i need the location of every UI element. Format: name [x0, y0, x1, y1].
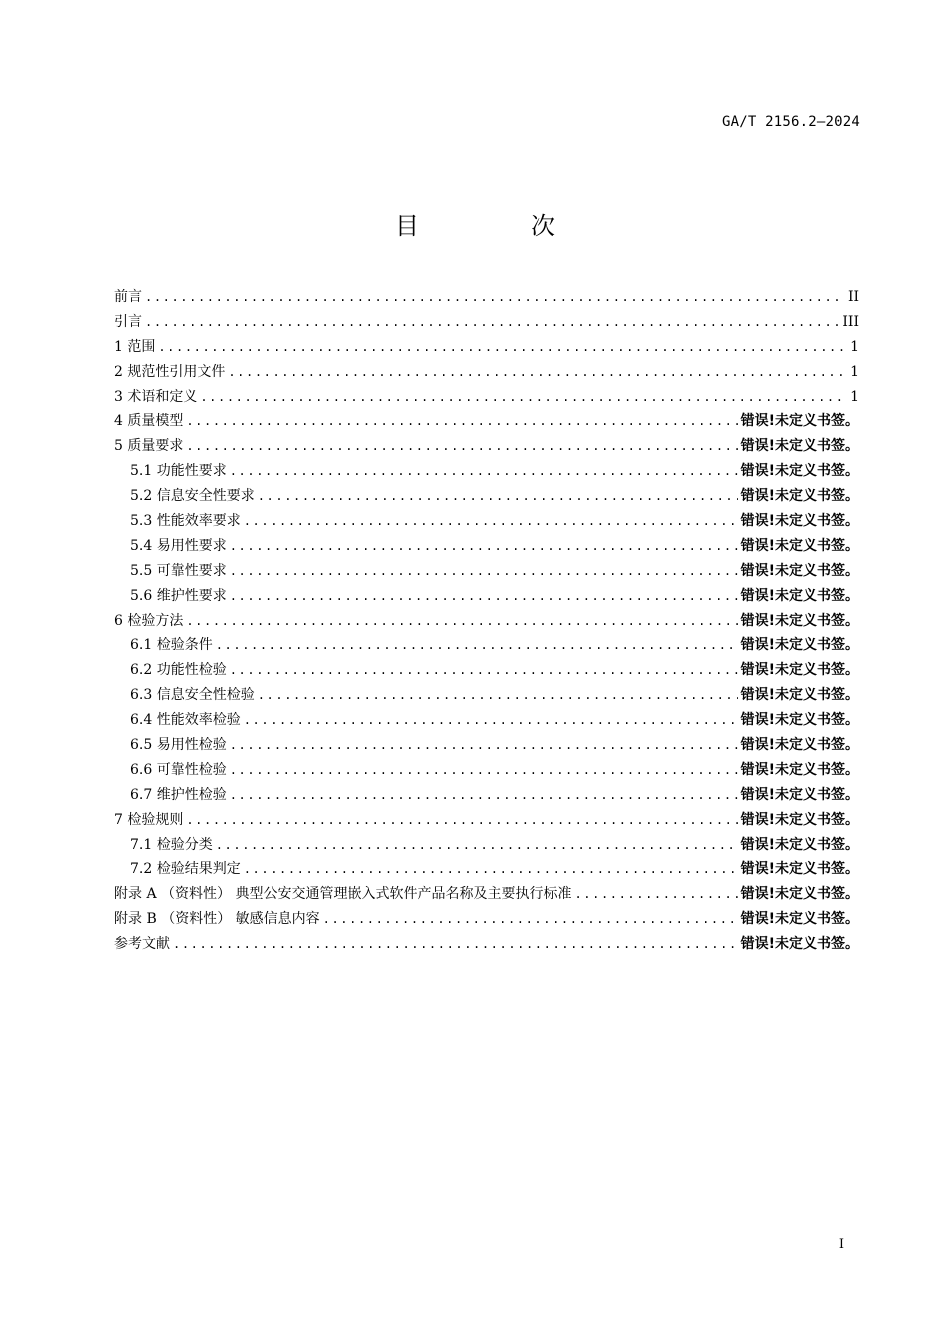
toc-entry-label: 2 规范性引用文件 — [114, 363, 226, 380]
toc-entry-label: 7 检验规则 — [114, 811, 184, 828]
toc-entry[interactable] — [114, 460, 859, 485]
toc-entry-label: 附录 A （资料性） 典型公安交通管理嵌入式软件产品名称及主要执行标准 — [114, 886, 572, 903]
toc-entry[interactable] — [114, 684, 859, 709]
toc-entry-label: 3 术语和定义 — [114, 388, 198, 405]
toc-entry-page: 错误!未定义书签。 — [740, 488, 859, 505]
toc-leader-dots — [145, 290, 845, 304]
toc-entry[interactable] — [114, 361, 859, 386]
toc-leader-dots — [230, 738, 738, 752]
toc-entry-label: 6.3 信息安全性检验 — [130, 687, 255, 704]
toc-leader-dots — [145, 315, 839, 329]
toc-entry-page: 错误!未定义书签。 — [740, 811, 859, 828]
toc-entry-page: 错误!未定义书签。 — [740, 737, 859, 754]
toc-entry[interactable] — [114, 386, 859, 411]
toc-entry-page: 错误!未定义书签。 — [740, 438, 859, 455]
toc-entry-page: 错误!未定义书签。 — [740, 761, 859, 778]
toc-leader-dots — [186, 614, 737, 628]
toc-entry[interactable] — [114, 585, 859, 610]
toc-entry[interactable] — [114, 858, 859, 883]
toc-leader-dots — [244, 862, 738, 876]
toc-entry-page: 错误!未定义书签。 — [740, 936, 859, 953]
toc-entry[interactable] — [114, 784, 859, 809]
toc-leader-dots — [186, 414, 737, 428]
toc-entry-label: 5.2 信息安全性要求 — [130, 488, 255, 505]
toc-entry-label: 附录 B （资料性） 敏感信息内容 — [114, 911, 320, 928]
toc-leader-dots — [230, 539, 738, 553]
toc-leader-dots — [186, 813, 737, 827]
toc-entry-page: 错误!未定义书签。 — [740, 662, 859, 679]
toc-entry-label: 4 质量模型 — [114, 413, 184, 430]
toc-leader-dots — [228, 365, 847, 379]
toc-leader-dots — [216, 838, 738, 852]
toc-entry-page: 错误!未定义书签。 — [740, 911, 859, 928]
toc-entry[interactable] — [114, 659, 859, 684]
toc-entry-label: 6 检验方法 — [114, 612, 184, 629]
toc-leader-dots — [230, 788, 738, 802]
toc-entry[interactable] — [114, 410, 859, 435]
toc-entry-page: 错误!未定义书签。 — [740, 712, 859, 729]
toc-entry[interactable] — [114, 435, 859, 460]
toc-leader-dots — [574, 887, 737, 901]
footer-page-number: I — [838, 1237, 844, 1252]
standard-code: GA/T 2156.2—2024 — [721, 114, 860, 130]
toc-entry-page: 错误!未定义书签。 — [740, 587, 859, 604]
toc-entry-label: 6.5 易用性检验 — [130, 737, 227, 754]
toc-entry[interactable] — [114, 734, 859, 759]
toc-entry-label: 5.3 性能效率要求 — [130, 513, 241, 530]
toc-entry-page: 错误!未定义书签。 — [740, 637, 859, 654]
toc-entry[interactable] — [114, 883, 859, 908]
toc-entry[interactable] — [114, 336, 859, 361]
toc-leader-dots — [230, 763, 738, 777]
toc-entry-label: 1 范围 — [114, 338, 156, 355]
toc-entry-label: 前言 — [114, 289, 142, 305]
toc-entry-label: 6.1 检验条件 — [130, 637, 213, 654]
toc-leader-dots — [186, 439, 737, 453]
toc-entry[interactable] — [114, 560, 859, 585]
toc-entry-page: 错误!未定义书签。 — [740, 463, 859, 480]
toc-leader-dots — [200, 390, 847, 404]
toc-leader-dots — [258, 489, 738, 503]
toc-entry-label: 参考文献 — [114, 936, 170, 953]
toc-leader-dots — [230, 663, 738, 677]
toc-entry-page: 错误!未定义书签。 — [740, 861, 859, 878]
toc-entry-page: 1 — [850, 363, 859, 380]
toc-entry-label: 5.4 易用性要求 — [130, 537, 227, 554]
toc-entry[interactable] — [114, 485, 859, 510]
toc-entry-label: 7.2 检验结果判定 — [130, 861, 241, 878]
toc-entry[interactable] — [114, 759, 859, 784]
toc-entry-label: 引言 — [114, 313, 142, 330]
toc-entry-page: 1 — [850, 338, 859, 355]
toc-entry-page: 错误!未定义书签。 — [740, 562, 859, 579]
toc-entry-label: 6.4 性能效率检验 — [130, 712, 241, 729]
toc-entry-label: 5.5 可靠性要求 — [130, 562, 227, 579]
toc-entry-label: 5.6 维护性要求 — [130, 587, 227, 604]
toc-leader-dots — [244, 713, 738, 727]
toc-entry-page: 错误!未定义书签。 — [740, 612, 859, 629]
toc-leader-dots — [230, 564, 738, 578]
toc-leader-dots — [230, 464, 738, 478]
toc-entry-page: 错误!未定义书签。 — [740, 687, 859, 704]
toc-leader-dots — [323, 912, 738, 926]
toc-entry-page: 错误!未定义书签。 — [740, 836, 859, 853]
toc-entry-label: 6.7 维护性检验 — [130, 786, 227, 803]
toc-entry[interactable] — [114, 908, 859, 933]
toc-entry-page: 错误!未定义书签。 — [740, 513, 859, 530]
toc-entry[interactable] — [114, 933, 859, 958]
toc-entry-page: III — [842, 313, 859, 330]
toc-entry[interactable] — [114, 610, 859, 635]
toc-entry-label: 5.1 功能性要求 — [130, 463, 227, 480]
toc-leader-dots — [244, 514, 738, 528]
toc-entry-page: 错误!未定义书签。 — [740, 786, 859, 803]
toc-entry-label: 7.1 检验分类 — [130, 836, 213, 853]
toc-entry-label: 6.6 可靠性检验 — [130, 761, 227, 778]
toc-entry-label: 5 质量要求 — [114, 438, 184, 455]
toc-entry-page: 1 — [850, 388, 859, 405]
toc-title: 目 次 — [395, 212, 599, 240]
toc-leader-dots — [216, 638, 738, 652]
toc-leader-dots — [173, 937, 738, 951]
toc-entry-page: 错误!未定义书签。 — [740, 413, 859, 430]
toc-entry[interactable] — [114, 834, 859, 859]
toc-entry-page: 错误!未定义书签。 — [740, 537, 859, 554]
toc-entry-page: 错误!未定义书签。 — [740, 886, 859, 903]
toc-entry[interactable] — [114, 634, 859, 659]
toc-leader-dots — [158, 340, 847, 354]
table-of-contents — [114, 286, 859, 958]
toc-entry[interactable] — [114, 286, 859, 311]
toc-entry-page: II — [847, 289, 859, 305]
toc-entry-label: 6.2 功能性检验 — [130, 662, 227, 679]
toc-entry[interactable] — [114, 510, 859, 535]
toc-entry[interactable] — [114, 709, 859, 734]
toc-entry[interactable] — [114, 809, 859, 834]
toc-leader-dots — [258, 688, 738, 702]
toc-entry[interactable] — [114, 535, 859, 560]
toc-leader-dots — [230, 589, 738, 603]
toc-entry[interactable] — [114, 311, 859, 336]
